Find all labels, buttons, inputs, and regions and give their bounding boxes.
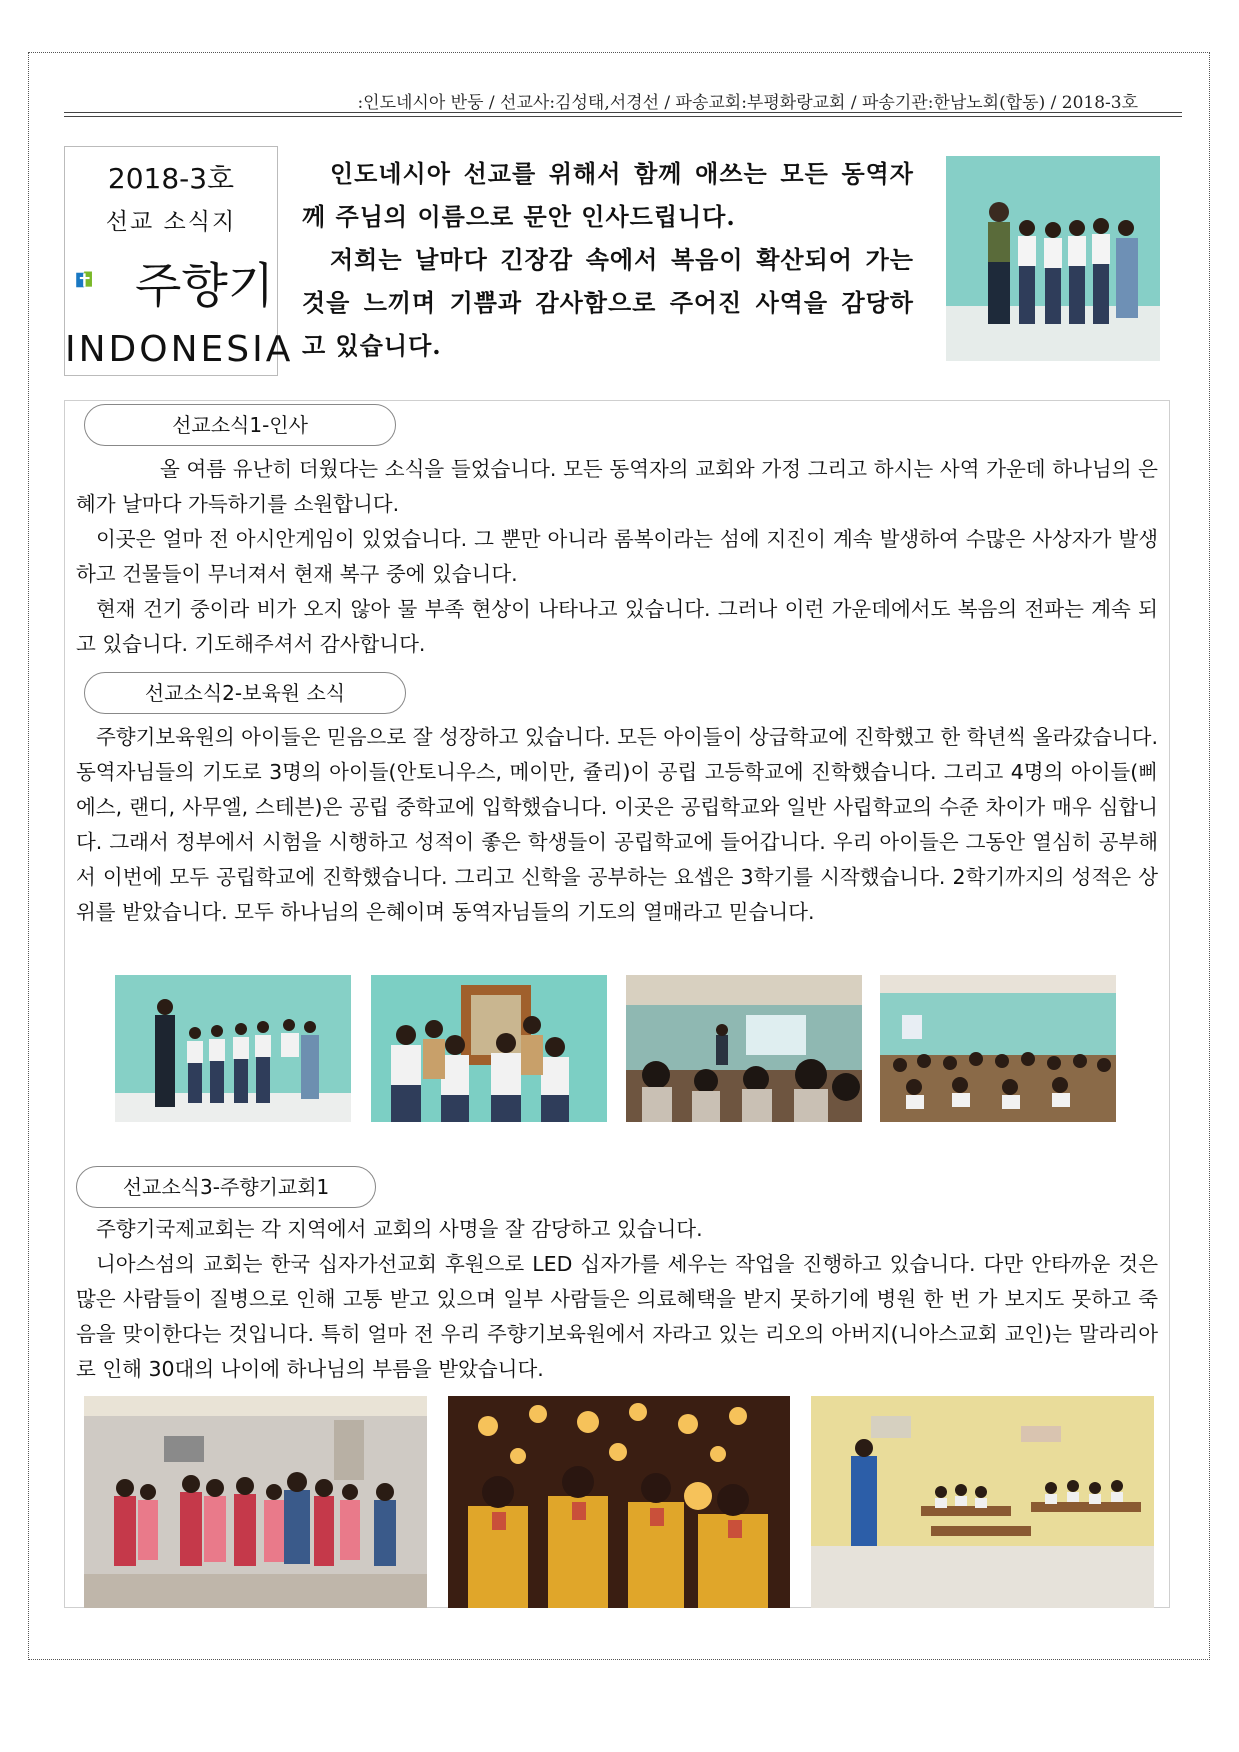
- newsletter-subtitle: 선교 소식지: [105, 209, 237, 235]
- intro-paragraph: 저희는 날마다 긴장감 속에서 복음이 확산되어 가는 것을 느끼며 기쁨과 감사함으로 주어진 사역을 감당하고 있습니다.: [302, 245, 914, 360]
- section-title-pill: 선교소식3-주향기교회1: [76, 1166, 376, 1208]
- section-1-body: [76, 452, 1158, 662]
- photo-children-group-2: [371, 975, 607, 1122]
- country-name: INDONESIA: [65, 329, 294, 370]
- photo-church-congregation: [84, 1396, 427, 1608]
- paragraph: 주향기국제교회는 각 지역에서 교회의 사명을 잘 감당하고 있습니다.: [96, 1217, 703, 1241]
- issue-number: 2018-3호: [107, 162, 235, 195]
- newsletter-logo-box: [64, 146, 294, 376]
- photo-torch-parade: [448, 1396, 790, 1608]
- paragraph: 현재 건기 중이라 비가 오지 않아 물 부족 현상이 나타나고 있습니다. 그러나 이런 가운데에서도 복음의 전파는 계속 되고 있습니다. 기도해주셔서 감사합니다.: [76, 597, 1158, 656]
- section-title-pill: 선교소식1-인사: [84, 404, 396, 446]
- photo-classroom-children: [880, 975, 1116, 1122]
- paragraph: 이곳은 얼마 전 아시안게임이 있었습니다. 그 뿐만 아니라 롬복이라는 섬에 지진이 계속 발생하여 수많은 사상자가 발생하고 건물들이 무너져서 현재 복구 중에 있습니다.: [76, 527, 1158, 586]
- paragraph: 니아스섬의 교회는 한국 십자가선교회 후원으로 LED 십자가를 세우는 작업을 진행하고 있습니다. 다만 안타까운 것은 많은 사람들이 질병으로 인해 고통 받고 있으며 일부 사람들은 의료혜택을 받지 못하기에 병원 한 번 가 보지도 못하고 죽음을 맞이한다는 것입니다. 특히 얼마 전 우리 주향기보육원에서 자라고 있는 리오의 아버지(니아스교회 교인)는 말라리아로 인해 30대의 나이에 하나님의 부름을 받았습니다.: [76, 1252, 1158, 1381]
- cross-logo-icon: [75, 251, 135, 309]
- header-rule: [64, 116, 1182, 117]
- intro-paragraph: 인도네시아 선교를 위해서 함께 애쓰는 모든 동역자께 주님의 이름으로 문안 인사드립니다.: [302, 159, 914, 231]
- section-3-body: [76, 1212, 1158, 1387]
- header-info: :인도네시아 반둥 / 선교사:김성태,서경선 / 파송교회:부평화랑교회 / 파송기관:한남노회(합동) / 2018-3호: [357, 93, 1138, 113]
- photo-church-classroom: [811, 1396, 1154, 1608]
- newsletter-name: 주향기: [135, 258, 275, 314]
- section-2-body: [76, 720, 1158, 930]
- header-rule: [64, 112, 1182, 113]
- photo-children-group-1: [115, 975, 351, 1122]
- paragraph: 주향기보육원의 아이들은 믿음으로 잘 성장하고 있습니다. 모든 아이들이 상급학교에 진학했고 한 학년씩 올라갔습니다. 동역자님들의 기도로 3명의 아이들(안토니우스, 메이만, 쥴리)이 공립 고등학교에 진학했습니다. 그리고 4명의 아이들(삐에스, 랜디, 사무엘, 스테븐)은 공립 중학교에 입학했습니다. 이곳은 공립학교와 일반 사립학교의 수준 차이가 매우 심합니다. 그래서 정부에서 시험을 시행하고 성적이 좋은 학생들이 공립학교에 들어갑니다. 우리 아이들은 그동안 열심히 공부해서 이번에 모두 공립학교에 진학했습니다. 그리고 신학을 공부하는 요셉은 3학기를 시작했습니다. 2학기까지의 성적은 상위를 받았습니다. 모두 하나님의 은혜이며 동역자님들의 기도의 열매라고 믿습니다.: [76, 725, 1158, 924]
- section-title-pill: 선교소식2-보육원 소식: [84, 672, 406, 714]
- photo-family-group: [946, 156, 1160, 361]
- intro-greeting: [302, 152, 914, 367]
- paragraph: 올 여름 유난히 더웠다는 소식을 들었습니다. 모든 동역자의 교회와 가정 그리고 하시는 사역 가운데 하나님의 은혜가 날마다 가득하기를 소원합니다.: [76, 457, 1158, 516]
- photo-classroom-presentation: [626, 975, 862, 1122]
